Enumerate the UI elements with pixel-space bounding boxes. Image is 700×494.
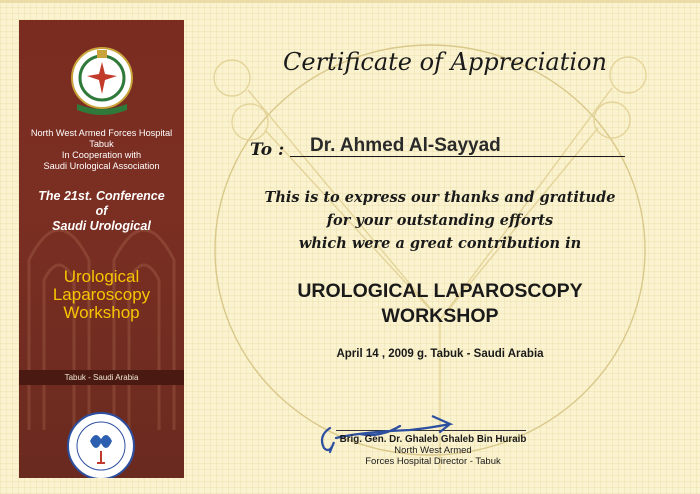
signer-title: Forces Hospital Director - Tabuk <box>365 456 501 467</box>
message-line: for your outstanding efforts <box>326 212 554 229</box>
workshop-title <box>240 279 640 329</box>
sidebar-panel <box>19 20 184 478</box>
conference-line: Saudi Urological <box>52 219 151 233</box>
workshop-title-line: UROLOGICAL LAPAROSCOPY <box>297 280 583 302</box>
conference-line: of <box>95 204 108 218</box>
conference-line: The 21st. Conference <box>38 189 165 203</box>
appreciation-message <box>240 186 640 255</box>
signer-name: Brig. Gen. Dr. Ghaleb Ghaleb Bin Huraib <box>339 434 527 445</box>
message-line: This is to express our thanks and gratitude <box>264 189 616 206</box>
sidebar-workshop-line: Laparoscopy <box>52 285 151 304</box>
event-date: April 14 , 2009 g. Tabuk - Saudi Arabia <box>336 348 544 360</box>
workshop-title-line: WORKSHOP <box>381 305 499 327</box>
hospital-text <box>19 128 184 172</box>
hospital-line: Tabuk <box>89 139 114 149</box>
signer-block <box>318 434 548 467</box>
certificate-title: Certificate of Appreciation <box>283 48 607 76</box>
hospital-line: Saudi Urological Association <box>43 161 160 171</box>
urological-association-seal-icon <box>66 411 136 478</box>
conference-text <box>19 189 184 234</box>
sidebar-workshop-line: Workshop <box>63 303 140 322</box>
signer-title: North West Armed <box>394 445 472 456</box>
sidebar-workshop-title <box>19 268 184 322</box>
military-emblem-icon <box>67 42 137 122</box>
message-line: which were a great contribution in <box>298 235 582 252</box>
recipient-label: To : <box>250 140 285 160</box>
hospital-line: In Cooperation with <box>61 150 142 160</box>
recipient-name: Dr. Ahmed Al-Sayyad <box>310 135 501 156</box>
hospital-line: North West Armed Forces Hospital <box>30 128 173 138</box>
sidebar-workshop-line: Urological <box>63 267 140 286</box>
sidebar-location: Tabuk - Saudi Arabia <box>19 370 184 385</box>
